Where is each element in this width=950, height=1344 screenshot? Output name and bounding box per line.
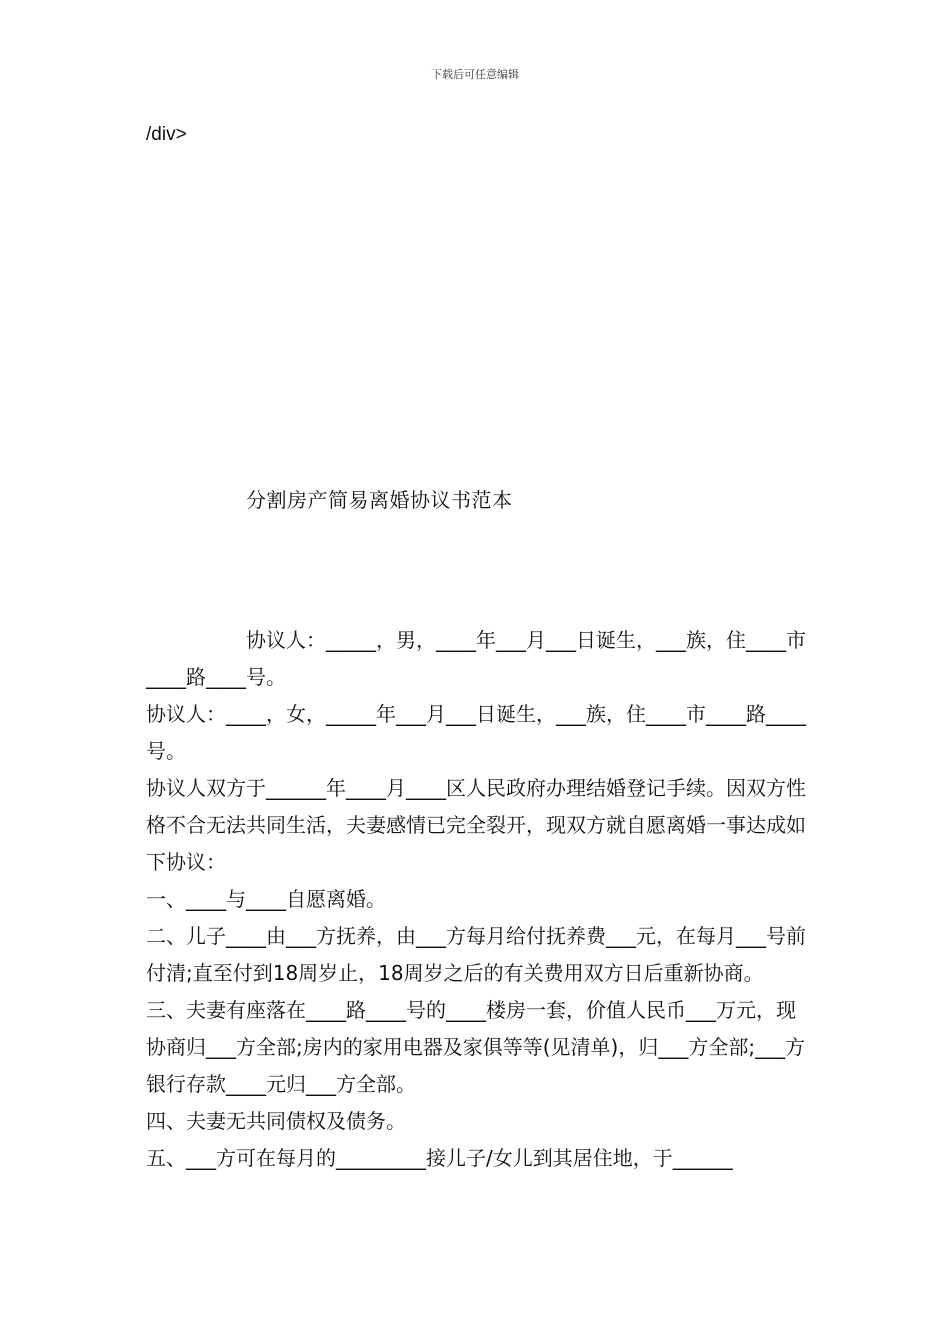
- clause-five: 五、___方可在每月的_________接儿子/女儿到其居住地，于______: [146, 1146, 733, 1170]
- clause-three: 三、夫妻有座落在____路____号的____楼房一套，价值人民币___万元，现协商归___方全部;房内的家用电器及家俱等等(见清单)，归___方全部;___方银行存款____元归___方全部。: [146, 998, 806, 1096]
- party-two-paragraph: 协议人：____，女，_____年___月___日诞生，___族，住____市____路____号。: [146, 702, 806, 763]
- clause-one: 一、____与____自愿离婚。: [146, 887, 386, 911]
- stray-markup-text: /div>: [146, 124, 187, 145]
- clause-four: 四、夫妻无共同债权及债务。: [146, 1109, 406, 1133]
- agreement-body: [146, 622, 811, 1177]
- page-header-note: 下载后可任意编辑: [431, 68, 519, 81]
- marriage-registration-paragraph: 协议人双方于______年____月____区人民政府办理结婚登记手续。因双方性格不合无法共同生活，夫妻感情已完全裂开，现双方就自愿离婚一事达成如下协议：: [146, 776, 806, 874]
- party-one-paragraph: 协议人：_____，男，____年___月___日诞生，___族，住____市____路____号。: [146, 628, 806, 689]
- clause-two: 二、儿子____由___方抚养，由___方每月给付抚养费___元，在每月___号前付清;直至付到18周岁止，18周岁之后的有关费用双方日后重新协商。: [146, 924, 806, 985]
- document-title: 分割房产简易离婚协议书范本: [246, 488, 513, 512]
